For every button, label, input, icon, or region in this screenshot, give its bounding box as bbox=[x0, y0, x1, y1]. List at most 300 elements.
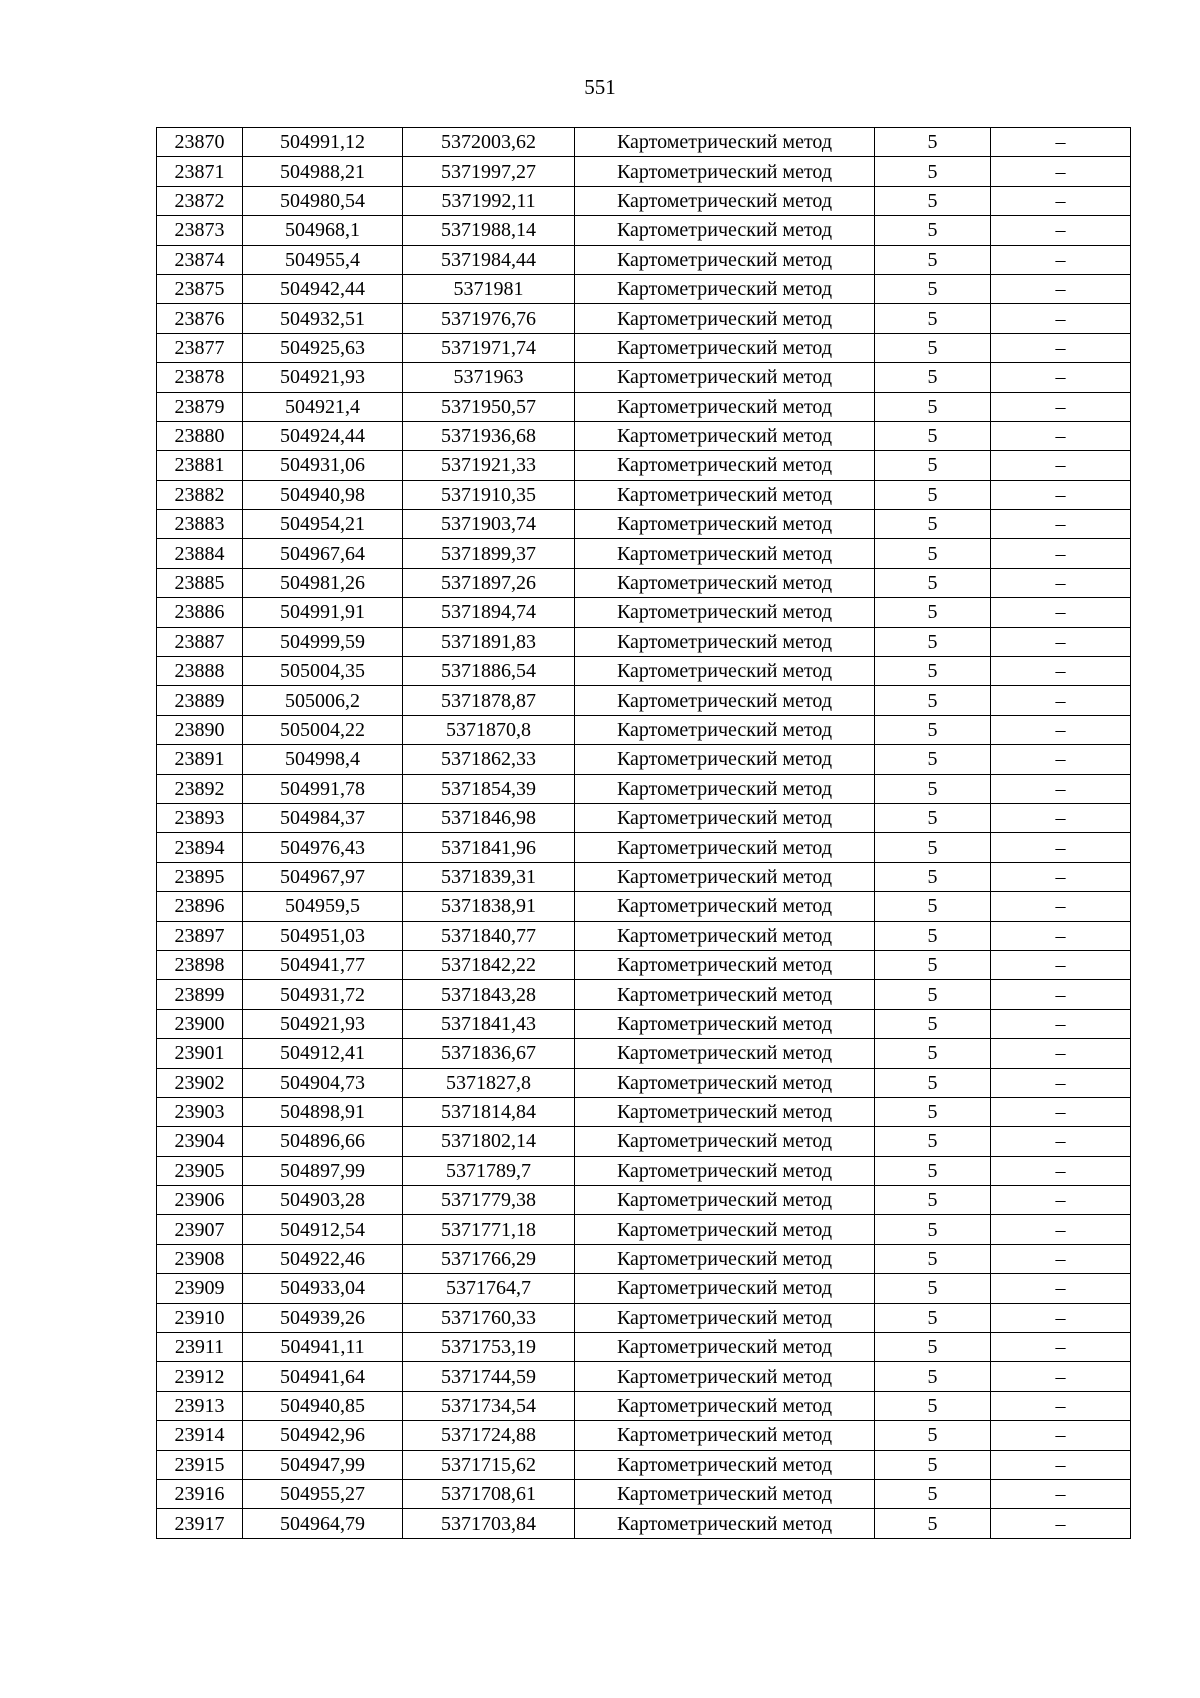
accuracy-cell: 5 bbox=[875, 451, 991, 480]
x-coordinate-cell: 504925,63 bbox=[243, 333, 403, 362]
x-coordinate-cell: 504941,64 bbox=[243, 1362, 403, 1391]
accuracy-cell: 5 bbox=[875, 539, 991, 568]
table-row bbox=[157, 421, 1131, 450]
point-number-cell: 23916 bbox=[157, 1479, 243, 1508]
accuracy-cell: 5 bbox=[875, 715, 991, 744]
accuracy-cell: 5 bbox=[875, 657, 991, 686]
method-cell: Картометрический метод bbox=[575, 304, 875, 333]
table-row bbox=[157, 745, 1131, 774]
table-row bbox=[157, 568, 1131, 597]
x-coordinate-cell: 504991,91 bbox=[243, 598, 403, 627]
point-number-cell: 23895 bbox=[157, 862, 243, 891]
y-coordinate-cell: 5371886,54 bbox=[403, 657, 575, 686]
accuracy-cell: 5 bbox=[875, 1068, 991, 1097]
method-cell: Картометрический метод bbox=[575, 510, 875, 539]
method-cell: Картометрический метод bbox=[575, 950, 875, 979]
description-cell: – bbox=[991, 1186, 1131, 1215]
method-cell: Картометрический метод bbox=[575, 568, 875, 597]
point-number-cell: 23876 bbox=[157, 304, 243, 333]
accuracy-cell: 5 bbox=[875, 833, 991, 862]
x-coordinate-cell: 504933,04 bbox=[243, 1274, 403, 1303]
description-cell: – bbox=[991, 1391, 1131, 1420]
y-coordinate-cell: 5371838,91 bbox=[403, 892, 575, 921]
accuracy-cell: 5 bbox=[875, 1362, 991, 1391]
y-coordinate-cell: 5371984,44 bbox=[403, 245, 575, 274]
method-cell: Картометрический метод bbox=[575, 245, 875, 274]
point-number-cell: 23886 bbox=[157, 598, 243, 627]
accuracy-cell: 5 bbox=[875, 1391, 991, 1420]
x-coordinate-cell: 504991,78 bbox=[243, 774, 403, 803]
method-cell: Картометрический метод bbox=[575, 1333, 875, 1362]
x-coordinate-cell: 504931,06 bbox=[243, 451, 403, 480]
method-cell: Картометрический метод bbox=[575, 274, 875, 303]
method-cell: Картометрический метод bbox=[575, 774, 875, 803]
method-cell: Картометрический метод bbox=[575, 686, 875, 715]
point-number-cell: 23905 bbox=[157, 1156, 243, 1185]
table-row bbox=[157, 627, 1131, 656]
y-coordinate-cell: 5371981 bbox=[403, 274, 575, 303]
table-row bbox=[157, 1009, 1131, 1038]
description-cell: – bbox=[991, 1450, 1131, 1479]
table-row bbox=[157, 657, 1131, 686]
x-coordinate-cell: 504932,51 bbox=[243, 304, 403, 333]
accuracy-cell: 5 bbox=[875, 774, 991, 803]
description-cell: – bbox=[991, 216, 1131, 245]
table-row bbox=[157, 333, 1131, 362]
x-coordinate-cell: 504947,99 bbox=[243, 1450, 403, 1479]
table-row bbox=[157, 1450, 1131, 1479]
x-coordinate-cell: 504922,46 bbox=[243, 1244, 403, 1273]
description-cell: – bbox=[991, 1156, 1131, 1185]
accuracy-cell: 5 bbox=[875, 980, 991, 1009]
accuracy-cell: 5 bbox=[875, 921, 991, 950]
table-row bbox=[157, 980, 1131, 1009]
description-cell: – bbox=[991, 451, 1131, 480]
point-number-cell: 23893 bbox=[157, 803, 243, 832]
y-coordinate-cell: 5371760,33 bbox=[403, 1303, 575, 1332]
description-cell: – bbox=[991, 539, 1131, 568]
table-row bbox=[157, 451, 1131, 480]
y-coordinate-cell: 5371878,87 bbox=[403, 686, 575, 715]
method-cell: Картометрический метод bbox=[575, 451, 875, 480]
description-cell: – bbox=[991, 1127, 1131, 1156]
method-cell: Картометрический метод bbox=[575, 1215, 875, 1244]
x-coordinate-cell: 504951,03 bbox=[243, 921, 403, 950]
method-cell: Картометрический метод bbox=[575, 921, 875, 950]
method-cell: Картометрический метод bbox=[575, 1303, 875, 1332]
method-cell: Картометрический метод bbox=[575, 1509, 875, 1538]
coordinates-table bbox=[156, 127, 1131, 1539]
method-cell: Картометрический метод bbox=[575, 1097, 875, 1126]
point-number-cell: 23912 bbox=[157, 1362, 243, 1391]
description-cell: – bbox=[991, 1509, 1131, 1538]
x-coordinate-cell: 504941,11 bbox=[243, 1333, 403, 1362]
table-row bbox=[157, 1362, 1131, 1391]
description-cell: – bbox=[991, 363, 1131, 392]
point-number-cell: 23903 bbox=[157, 1097, 243, 1126]
accuracy-cell: 5 bbox=[875, 627, 991, 656]
table-row bbox=[157, 1068, 1131, 1097]
x-coordinate-cell: 504921,4 bbox=[243, 392, 403, 421]
x-coordinate-cell: 504898,91 bbox=[243, 1097, 403, 1126]
description-cell: – bbox=[991, 245, 1131, 274]
point-number-cell: 23901 bbox=[157, 1039, 243, 1068]
x-coordinate-cell: 504904,73 bbox=[243, 1068, 403, 1097]
table-row bbox=[157, 1039, 1131, 1068]
table-row bbox=[157, 1244, 1131, 1273]
accuracy-cell: 5 bbox=[875, 686, 991, 715]
x-coordinate-cell: 504976,43 bbox=[243, 833, 403, 862]
point-number-cell: 23909 bbox=[157, 1274, 243, 1303]
x-coordinate-cell: 504964,79 bbox=[243, 1509, 403, 1538]
description-cell: – bbox=[991, 862, 1131, 891]
y-coordinate-cell: 5371814,84 bbox=[403, 1097, 575, 1126]
table-row bbox=[157, 1274, 1131, 1303]
accuracy-cell: 5 bbox=[875, 157, 991, 186]
y-coordinate-cell: 5371753,19 bbox=[403, 1333, 575, 1362]
table-row bbox=[157, 363, 1131, 392]
y-coordinate-cell: 5371843,28 bbox=[403, 980, 575, 1009]
y-coordinate-cell: 5371802,14 bbox=[403, 1127, 575, 1156]
method-cell: Картометрический метод bbox=[575, 1127, 875, 1156]
description-cell: – bbox=[991, 1421, 1131, 1450]
x-coordinate-cell: 505006,2 bbox=[243, 686, 403, 715]
description-cell: – bbox=[991, 1039, 1131, 1068]
accuracy-cell: 5 bbox=[875, 803, 991, 832]
point-number-cell: 23884 bbox=[157, 539, 243, 568]
description-cell: – bbox=[991, 892, 1131, 921]
accuracy-cell: 5 bbox=[875, 1509, 991, 1538]
table-row bbox=[157, 1156, 1131, 1185]
method-cell: Картометрический метод bbox=[575, 363, 875, 392]
method-cell: Картометрический метод bbox=[575, 1274, 875, 1303]
point-number-cell: 23885 bbox=[157, 568, 243, 597]
point-number-cell: 23906 bbox=[157, 1186, 243, 1215]
point-number-cell: 23894 bbox=[157, 833, 243, 862]
x-coordinate-cell: 504941,77 bbox=[243, 950, 403, 979]
accuracy-cell: 5 bbox=[875, 1421, 991, 1450]
y-coordinate-cell: 5371842,22 bbox=[403, 950, 575, 979]
x-coordinate-cell: 504912,54 bbox=[243, 1215, 403, 1244]
table-row bbox=[157, 539, 1131, 568]
description-cell: – bbox=[991, 128, 1131, 157]
y-coordinate-cell: 5371854,39 bbox=[403, 774, 575, 803]
description-cell: – bbox=[991, 1479, 1131, 1508]
description-cell: – bbox=[991, 568, 1131, 597]
point-number-cell: 23881 bbox=[157, 451, 243, 480]
point-number-cell: 23913 bbox=[157, 1391, 243, 1420]
method-cell: Картометрический метод bbox=[575, 833, 875, 862]
table-row bbox=[157, 715, 1131, 744]
y-coordinate-cell: 5371891,83 bbox=[403, 627, 575, 656]
y-coordinate-cell: 5371836,67 bbox=[403, 1039, 575, 1068]
y-coordinate-cell: 5371724,88 bbox=[403, 1421, 575, 1450]
table-row bbox=[157, 1333, 1131, 1362]
method-cell: Картометрический метод bbox=[575, 539, 875, 568]
table-row bbox=[157, 833, 1131, 862]
method-cell: Картометрический метод bbox=[575, 980, 875, 1009]
description-cell: – bbox=[991, 1068, 1131, 1097]
x-coordinate-cell: 504980,54 bbox=[243, 186, 403, 215]
point-number-cell: 23904 bbox=[157, 1127, 243, 1156]
point-number-cell: 23882 bbox=[157, 480, 243, 509]
description-cell: – bbox=[991, 510, 1131, 539]
accuracy-cell: 5 bbox=[875, 1303, 991, 1332]
accuracy-cell: 5 bbox=[875, 274, 991, 303]
table-row bbox=[157, 921, 1131, 950]
x-coordinate-cell: 504924,44 bbox=[243, 421, 403, 450]
description-cell: – bbox=[991, 745, 1131, 774]
description-cell: – bbox=[991, 392, 1131, 421]
point-number-cell: 23880 bbox=[157, 421, 243, 450]
method-cell: Картометрический метод bbox=[575, 715, 875, 744]
accuracy-cell: 5 bbox=[875, 1039, 991, 1068]
accuracy-cell: 5 bbox=[875, 392, 991, 421]
table-row bbox=[157, 1479, 1131, 1508]
accuracy-cell: 5 bbox=[875, 862, 991, 891]
method-cell: Картометрический метод bbox=[575, 333, 875, 362]
point-number-cell: 23874 bbox=[157, 245, 243, 274]
point-number-cell: 23873 bbox=[157, 216, 243, 245]
point-number-cell: 23917 bbox=[157, 1509, 243, 1538]
description-cell: – bbox=[991, 1009, 1131, 1038]
method-cell: Картометрический метод bbox=[575, 1450, 875, 1479]
y-coordinate-cell: 5371921,33 bbox=[403, 451, 575, 480]
table-row bbox=[157, 892, 1131, 921]
page-number: 551 bbox=[584, 75, 616, 99]
point-number-cell: 23879 bbox=[157, 392, 243, 421]
description-cell: – bbox=[991, 480, 1131, 509]
description-cell: – bbox=[991, 950, 1131, 979]
table-row bbox=[157, 186, 1131, 215]
table-row bbox=[157, 304, 1131, 333]
y-coordinate-cell: 5371897,26 bbox=[403, 568, 575, 597]
accuracy-cell: 5 bbox=[875, 950, 991, 979]
table-row bbox=[157, 598, 1131, 627]
x-coordinate-cell: 504967,97 bbox=[243, 862, 403, 891]
y-coordinate-cell: 5371910,35 bbox=[403, 480, 575, 509]
table-row bbox=[157, 1421, 1131, 1450]
description-cell: – bbox=[991, 627, 1131, 656]
point-number-cell: 23910 bbox=[157, 1303, 243, 1332]
accuracy-cell: 5 bbox=[875, 1009, 991, 1038]
x-coordinate-cell: 504912,41 bbox=[243, 1039, 403, 1068]
accuracy-cell: 5 bbox=[875, 568, 991, 597]
table-row bbox=[157, 686, 1131, 715]
point-number-cell: 23914 bbox=[157, 1421, 243, 1450]
method-cell: Картометрический метод bbox=[575, 657, 875, 686]
method-cell: Картометрический метод bbox=[575, 1391, 875, 1420]
y-coordinate-cell: 5371950,57 bbox=[403, 392, 575, 421]
x-coordinate-cell: 504940,98 bbox=[243, 480, 403, 509]
y-coordinate-cell: 5371971,74 bbox=[403, 333, 575, 362]
point-number-cell: 23888 bbox=[157, 657, 243, 686]
point-number-cell: 23878 bbox=[157, 363, 243, 392]
point-number-cell: 23883 bbox=[157, 510, 243, 539]
method-cell: Картометрический метод bbox=[575, 862, 875, 891]
description-cell: – bbox=[991, 1303, 1131, 1332]
y-coordinate-cell: 5371840,77 bbox=[403, 921, 575, 950]
description-cell: – bbox=[991, 186, 1131, 215]
description-cell: – bbox=[991, 803, 1131, 832]
accuracy-cell: 5 bbox=[875, 333, 991, 362]
coordinates-table-body bbox=[157, 128, 1131, 1539]
x-coordinate-cell: 504955,27 bbox=[243, 1479, 403, 1508]
y-coordinate-cell: 5372003,62 bbox=[403, 128, 575, 157]
method-cell: Картометрический метод bbox=[575, 216, 875, 245]
method-cell: Картометрический метод bbox=[575, 1156, 875, 1185]
point-number-cell: 23872 bbox=[157, 186, 243, 215]
description-cell: – bbox=[991, 657, 1131, 686]
method-cell: Картометрический метод bbox=[575, 186, 875, 215]
description-cell: – bbox=[991, 421, 1131, 450]
accuracy-cell: 5 bbox=[875, 304, 991, 333]
point-number-cell: 23915 bbox=[157, 1450, 243, 1479]
x-coordinate-cell: 504931,72 bbox=[243, 980, 403, 1009]
description-cell: – bbox=[991, 1274, 1131, 1303]
y-coordinate-cell: 5371899,37 bbox=[403, 539, 575, 568]
method-cell: Картометрический метод bbox=[575, 1186, 875, 1215]
accuracy-cell: 5 bbox=[875, 186, 991, 215]
point-number-cell: 23902 bbox=[157, 1068, 243, 1097]
table-row bbox=[157, 216, 1131, 245]
table-row bbox=[157, 245, 1131, 274]
accuracy-cell: 5 bbox=[875, 892, 991, 921]
accuracy-cell: 5 bbox=[875, 598, 991, 627]
point-number-cell: 23897 bbox=[157, 921, 243, 950]
accuracy-cell: 5 bbox=[875, 1244, 991, 1273]
method-cell: Картометрический метод bbox=[575, 598, 875, 627]
y-coordinate-cell: 5371976,76 bbox=[403, 304, 575, 333]
method-cell: Картометрический метод bbox=[575, 480, 875, 509]
method-cell: Картометрический метод bbox=[575, 627, 875, 656]
x-coordinate-cell: 504954,21 bbox=[243, 510, 403, 539]
y-coordinate-cell: 5371827,8 bbox=[403, 1068, 575, 1097]
y-coordinate-cell: 5371734,54 bbox=[403, 1391, 575, 1420]
y-coordinate-cell: 5371715,62 bbox=[403, 1450, 575, 1479]
point-number-cell: 23907 bbox=[157, 1215, 243, 1244]
description-cell: – bbox=[991, 274, 1131, 303]
table-row bbox=[157, 1127, 1131, 1156]
accuracy-cell: 5 bbox=[875, 1097, 991, 1126]
description-cell: – bbox=[991, 980, 1131, 1009]
accuracy-cell: 5 bbox=[875, 245, 991, 274]
description-cell: – bbox=[991, 304, 1131, 333]
point-number-cell: 23877 bbox=[157, 333, 243, 362]
point-number-cell: 23911 bbox=[157, 1333, 243, 1362]
y-coordinate-cell: 5371779,38 bbox=[403, 1186, 575, 1215]
point-number-cell: 23898 bbox=[157, 950, 243, 979]
y-coordinate-cell: 5371862,33 bbox=[403, 745, 575, 774]
x-coordinate-cell: 504955,4 bbox=[243, 245, 403, 274]
table-row bbox=[157, 157, 1131, 186]
point-number-cell: 23890 bbox=[157, 715, 243, 744]
description-cell: – bbox=[991, 1333, 1131, 1362]
method-cell: Картометрический метод bbox=[575, 421, 875, 450]
point-number-cell: 23896 bbox=[157, 892, 243, 921]
y-coordinate-cell: 5371841,43 bbox=[403, 1009, 575, 1038]
description-cell: – bbox=[991, 1244, 1131, 1273]
method-cell: Картометрический метод bbox=[575, 803, 875, 832]
accuracy-cell: 5 bbox=[875, 1333, 991, 1362]
method-cell: Картометрический метод bbox=[575, 1244, 875, 1273]
accuracy-cell: 5 bbox=[875, 1186, 991, 1215]
method-cell: Картометрический метод bbox=[575, 1479, 875, 1508]
x-coordinate-cell: 504939,26 bbox=[243, 1303, 403, 1332]
point-number-cell: 23908 bbox=[157, 1244, 243, 1273]
x-coordinate-cell: 504984,37 bbox=[243, 803, 403, 832]
method-cell: Картометрический метод bbox=[575, 892, 875, 921]
description-cell: – bbox=[991, 686, 1131, 715]
y-coordinate-cell: 5371894,74 bbox=[403, 598, 575, 627]
point-number-cell: 23887 bbox=[157, 627, 243, 656]
description-cell: – bbox=[991, 833, 1131, 862]
point-number-cell: 23892 bbox=[157, 774, 243, 803]
x-coordinate-cell: 504921,93 bbox=[243, 363, 403, 392]
x-coordinate-cell: 504991,12 bbox=[243, 128, 403, 157]
x-coordinate-cell: 504999,59 bbox=[243, 627, 403, 656]
table-row bbox=[157, 128, 1131, 157]
table-row bbox=[157, 392, 1131, 421]
y-coordinate-cell: 5371703,84 bbox=[403, 1509, 575, 1538]
x-coordinate-cell: 504897,99 bbox=[243, 1156, 403, 1185]
x-coordinate-cell: 504981,26 bbox=[243, 568, 403, 597]
table-row bbox=[157, 803, 1131, 832]
x-coordinate-cell: 504896,66 bbox=[243, 1127, 403, 1156]
description-cell: – bbox=[991, 1215, 1131, 1244]
x-coordinate-cell: 504921,93 bbox=[243, 1009, 403, 1038]
method-cell: Картометрический метод bbox=[575, 1039, 875, 1068]
point-number-cell: 23871 bbox=[157, 157, 243, 186]
point-number-cell: 23899 bbox=[157, 980, 243, 1009]
y-coordinate-cell: 5371708,61 bbox=[403, 1479, 575, 1508]
table-row bbox=[157, 480, 1131, 509]
method-cell: Картометрический метод bbox=[575, 745, 875, 774]
x-coordinate-cell: 505004,22 bbox=[243, 715, 403, 744]
y-coordinate-cell: 5371997,27 bbox=[403, 157, 575, 186]
x-coordinate-cell: 504998,4 bbox=[243, 745, 403, 774]
table-row bbox=[157, 774, 1131, 803]
x-coordinate-cell: 504940,85 bbox=[243, 1391, 403, 1420]
accuracy-cell: 5 bbox=[875, 510, 991, 539]
y-coordinate-cell: 5371992,11 bbox=[403, 186, 575, 215]
description-cell: – bbox=[991, 715, 1131, 744]
y-coordinate-cell: 5371764,7 bbox=[403, 1274, 575, 1303]
table-row bbox=[157, 950, 1131, 979]
table-row bbox=[157, 1303, 1131, 1332]
x-coordinate-cell: 504988,21 bbox=[243, 157, 403, 186]
accuracy-cell: 5 bbox=[875, 745, 991, 774]
table-row bbox=[157, 1391, 1131, 1420]
accuracy-cell: 5 bbox=[875, 421, 991, 450]
x-coordinate-cell: 504942,44 bbox=[243, 274, 403, 303]
method-cell: Картометрический метод bbox=[575, 1009, 875, 1038]
method-cell: Картометрический метод bbox=[575, 392, 875, 421]
y-coordinate-cell: 5371766,29 bbox=[403, 1244, 575, 1273]
table-row bbox=[157, 1509, 1131, 1538]
accuracy-cell: 5 bbox=[875, 1479, 991, 1508]
table-row bbox=[157, 274, 1131, 303]
x-coordinate-cell: 504903,28 bbox=[243, 1186, 403, 1215]
method-cell: Картометрический метод bbox=[575, 1068, 875, 1097]
y-coordinate-cell: 5371789,7 bbox=[403, 1156, 575, 1185]
accuracy-cell: 5 bbox=[875, 216, 991, 245]
accuracy-cell: 5 bbox=[875, 1156, 991, 1185]
description-cell: – bbox=[991, 157, 1131, 186]
table-row bbox=[157, 1215, 1131, 1244]
point-number-cell: 23889 bbox=[157, 686, 243, 715]
description-cell: – bbox=[991, 921, 1131, 950]
